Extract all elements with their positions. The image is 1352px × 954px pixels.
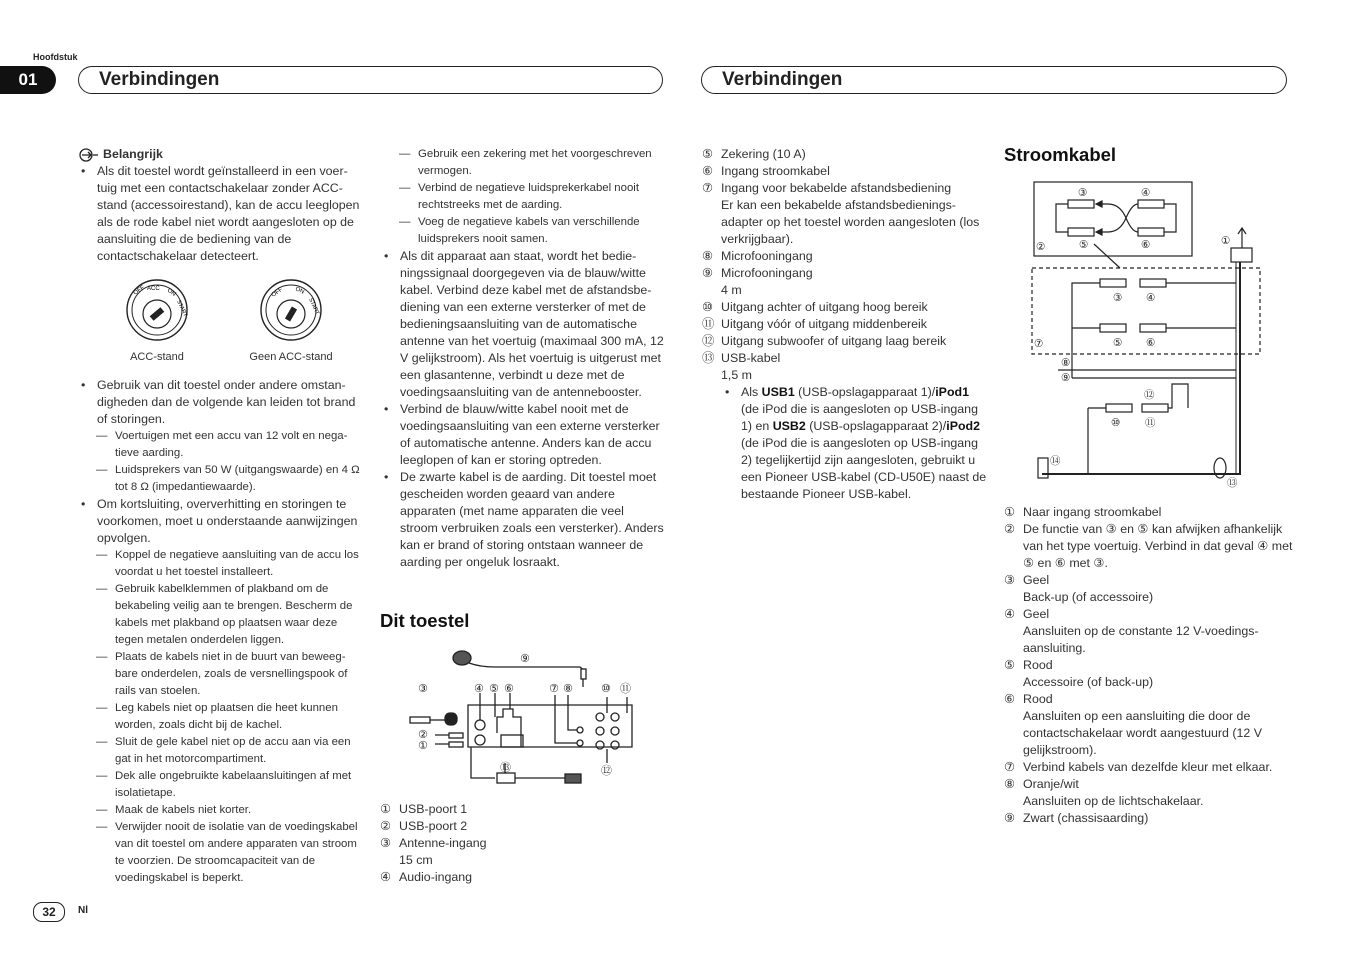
dash-item: — Dek alle ongebruikte kabelaansluitingen af met isolatietape. xyxy=(96,768,362,802)
callout-8: ⑧ xyxy=(563,683,573,695)
inset-connectors xyxy=(1056,200,1176,236)
col2-bullet-1: • Als dit apparaat aan staat, wordt het bedieningssignaal doorgegeven via de blauw/witte kabel. Verbind deze kabel met de afstandsbediening van een externe versterker of met de bedieningsaansluiting van de automatische antenne van het voertuig (maximaal 300 mA, 12 V gelijkstroom). Als het voertuig is uitgerust met een glasantenne, verbindt u deze met de voedingsaansluiting van de antennebooster. xyxy=(380,248,665,401)
legend-item: ⑧ Oranje/wit xyxy=(1004,777,1079,791)
dash-item: — Voertuigen met een accu van 12 volt en negatieve aarding. xyxy=(96,428,362,462)
column-2 xyxy=(380,146,665,571)
legend-item: ⑬ USB-kabel xyxy=(702,351,781,365)
p-callout-7: ⑦ xyxy=(1034,338,1044,350)
legend-item: ⑨ Microfooningang xyxy=(702,266,813,280)
p-callout-6a: ⑥ xyxy=(1141,239,1151,251)
callout-1: ① xyxy=(418,740,428,752)
col2-bullet-3: • De zwarte kabel is de aarding. Dit toestel moet gescheiden worden geaard van andere apparaten (met name apparaten die veel stroom verbruiken zoals een versterker). Anders kan er brand of storing ontstaan wanneer de aarding per ongeluk losraakt. xyxy=(380,469,665,571)
dash-item: — Gebruik kabelklemmen of plakband om de bekabeling veilig aan te brengen. Bescherm de kabels met plakband op plaatsen waar deze tegen metalen onderdelen liggen. xyxy=(96,581,362,649)
dash-item: — Koppel de negatieve aansluiting van de accu los voordat u het toestel installeert. xyxy=(96,547,362,581)
dial-acc-on-label: ON xyxy=(165,287,177,298)
legend-item: ① USB-poort 1 xyxy=(380,802,468,816)
p-callout-4b: ④ xyxy=(1146,292,1156,304)
col2-bullet-2: • Verbind de blauw/witte kabel nooit met de voedingsaansluiting van een externe versterker of automatische antenne. Anders kan de accu leeglopen of kan er storing optreden. xyxy=(380,401,665,469)
callout-12: ⑫ xyxy=(601,765,612,777)
p-callout-14: ⑭ xyxy=(1050,455,1061,467)
legend-item: ⑨ Zwart (chassisaarding) xyxy=(1004,811,1149,825)
dash-item: — Voeg de negatieve kabels van verschillende luidsprekers nooit samen. xyxy=(399,214,665,248)
dial-acc-start-label: START xyxy=(175,299,189,318)
legend-item: Aansluiten op een aansluiting die door de contactschakelaar wordt aangestuurd (12 V gelijkstroom). xyxy=(1023,709,1263,757)
right-page-title: Verbindingen xyxy=(701,66,1287,94)
callout-13: ⑬ xyxy=(500,762,511,774)
bullet-3-dash-list xyxy=(77,547,362,887)
p-callout-3b: ③ xyxy=(1113,292,1123,304)
legend-item: ⑦ Ingang voor bekabelde afstandsbediening xyxy=(702,181,952,195)
legend-item: ⑩ Uitgang achter of uitgang hoog bereik xyxy=(702,300,928,314)
p-callout-13: ⑬ xyxy=(1227,477,1238,489)
legend-item: Accessoire (of back-up) xyxy=(1023,675,1154,689)
acc-dial xyxy=(127,280,188,340)
p-callout-9: ⑨ xyxy=(1061,372,1071,384)
callout-3: ③ xyxy=(418,683,428,695)
chapter-label: Hoofdstuk xyxy=(33,52,78,62)
ignition-switch-figure xyxy=(77,277,362,367)
important-bullet-2: • Gebruik van dit toestel onder andere omstandigheden dan de volgende kan leiden tot brand of storingen. xyxy=(77,377,362,428)
legend-item: ⑦ Verbind kabels van dezelfde kleur met elkaar. xyxy=(1004,760,1273,774)
important-icon xyxy=(77,148,99,162)
legend-item: ⑥ Ingang stroomkabel xyxy=(702,164,830,178)
acc-position-caption: ACC-stand xyxy=(130,351,184,363)
microphone-icon xyxy=(453,651,471,665)
callout-9: ⑨ xyxy=(520,653,530,665)
dial-acc-off-label: OFF xyxy=(132,284,146,297)
page-number: 32 xyxy=(33,902,65,922)
p-callout-4: ④ xyxy=(1141,187,1151,199)
chapter-number-badge: 01 xyxy=(0,66,56,94)
legend-item: Back-up (of accessoire) xyxy=(1023,590,1154,604)
col2-dash-list xyxy=(380,146,665,248)
p-callout-2: ② xyxy=(1036,241,1046,253)
callout-11: ⑪ xyxy=(620,683,631,695)
important-bullet-1: • Als dit toestel wordt geïnstalleerd in een voertuig met een contactschakelaar zonder ACC-stand (accessoirestand), kan de accu leeglopen als de rode kabel niet wordt aangesloten op de aansluiting die de bediening van de contactschakelaar detecteert. xyxy=(77,163,362,265)
stroomkabel-title: Stroomkabel xyxy=(1004,144,1117,165)
legend-item: ⑤ Zekering (10 A) xyxy=(702,147,806,161)
legend-item: Er kan een bekabelde afstandsbedieningsadapter op het toestel worden aangesloten (los verkrijgbaar). xyxy=(721,198,980,246)
unit-connectors-diagram xyxy=(405,645,640,795)
legend-item: ⑫ Uitgang subwoofer of uitgang laag bereik xyxy=(702,334,947,348)
usb-note: • Als USB1 (USB-opslagapparaat 1)/iPod1 (de iPod die is aangesloten op USB-ingang 1) en USB2 (USB-opslagapparaat 2)/iPod2 (de iPod die is aangesloten op USB-ingang 2) tegelijkertijd zijn aangesloten, gebruikt u een Pioneer USB-kabel (CD-U50E) naast de bestaande Pioneer USB-kabel. xyxy=(702,384,987,503)
column-1 xyxy=(77,146,362,887)
legend-item: ③ Geel xyxy=(1004,573,1050,587)
important-heading: Belangrijk xyxy=(77,146,362,163)
dial-noacc-off-label: OFF xyxy=(270,286,284,299)
legend-item: ④ Geel xyxy=(1004,607,1050,621)
bullet-2-dash-list xyxy=(77,428,362,496)
legend-item: Aansluiten op de constante 12 V-voedingsaansluiting. xyxy=(1023,624,1259,655)
legend-item: Aansluiten op de lichtschakelaar. xyxy=(1023,794,1204,808)
legend-item: ③ Antenne-ingang xyxy=(380,836,487,850)
p-callout-5b: ⑤ xyxy=(1113,337,1123,349)
left-page-title: Verbindingen xyxy=(78,66,663,94)
dash-item: — Gebruik een zekering met het voorgeschreven vermogen. xyxy=(399,146,665,180)
dash-item: — Verbind de negatieve luidsprekerkabel nooit rechtstreeks met de aarding. xyxy=(399,180,665,214)
dial-noacc-start-label: START xyxy=(307,297,321,316)
callout-5: ⑤ xyxy=(489,683,499,695)
legend-item: ⑧ Microfooningang xyxy=(702,249,813,263)
dial-noacc-on-label: ON xyxy=(294,286,305,296)
dash-item: — Maak de kabels niet korter. xyxy=(96,802,362,819)
legend-item: ② De functie van ③ en ⑤ kan afwijken afhankelijk van het type voertuig. Verbind in dat geval ④ met ⑤ en ⑥ met ③. xyxy=(1004,522,1293,570)
p-callout-6b: ⑥ xyxy=(1146,337,1156,349)
dash-item: — Leg kabels niet op plaatsen die heet kunnen worden, zoals dicht bij de kachel. xyxy=(96,700,362,734)
legend-item: ⑪ Uitgang vóór of uitgang middenbereik xyxy=(702,317,927,331)
callout-10: ⑩ xyxy=(601,683,611,695)
legend-item: ⑤ Rood xyxy=(1004,658,1053,672)
callout-7: ⑦ xyxy=(549,683,559,695)
power-legend-list xyxy=(1004,504,1294,827)
legend-item: ④ Audio-ingang xyxy=(380,870,473,884)
dash-item: — Sluit de gele kabel niet op de accu aan via een gat in het motorcompartiment. xyxy=(96,734,362,768)
p-callout-5a: ⑤ xyxy=(1079,239,1089,251)
unit-legend-list xyxy=(380,801,665,886)
important-bullet-3: • Om kortsluiting, oververhitting en storingen te voorkomen, moet u onderstaande aanwijzingen opvolgen. xyxy=(77,496,362,547)
p-callout-12: ⑫ xyxy=(1144,389,1155,401)
language-code: Nl xyxy=(78,905,88,916)
legend-item: 1,5 m xyxy=(721,368,752,382)
no-acc-position-caption: Geen ACC-stand xyxy=(249,351,333,363)
dial-acc-acc-label: ACC xyxy=(147,286,160,292)
p-callout-10: ⑩ xyxy=(1111,417,1121,429)
p-callout-1: ① xyxy=(1221,235,1231,247)
p-callout-11: ⑪ xyxy=(1145,417,1156,429)
legend-item: 4 m xyxy=(721,283,742,297)
dit-toestel-title: Dit toestel xyxy=(380,610,470,631)
legend-item: ② USB-poort 2 xyxy=(380,819,468,833)
no-acc-dial xyxy=(261,280,321,340)
p-callout-3: ③ xyxy=(1078,187,1088,199)
callout-2: ② xyxy=(418,729,428,741)
callout-4: ④ xyxy=(474,683,484,695)
p-callout-8: ⑧ xyxy=(1061,357,1071,369)
column-3 xyxy=(702,146,987,503)
power-cable-diagram xyxy=(1028,178,1268,493)
legend-item: 15 cm xyxy=(399,853,433,867)
dash-item: — Luidsprekers van 50 W (uitgangswaarde) en 4 Ω tot 8 Ω (impedantiewaarde). xyxy=(96,462,362,496)
dash-item: — Verwijder nooit de isolatie van de voedingskabel van dit toestel om andere apparaten van stroom te voorzien. De stroomcapaciteit van de voedingskabel is beperkt. xyxy=(96,819,362,887)
callout-6: ⑥ xyxy=(504,683,514,695)
legend-item: ⑥ Rood xyxy=(1004,692,1053,706)
legend-item: ① Naar ingang stroomkabel xyxy=(1004,505,1162,519)
dash-item: — Plaats de kabels niet in de buurt van beweegbare onderdelen, zoals de versnellingspook of rails van stoelen. xyxy=(96,649,362,700)
